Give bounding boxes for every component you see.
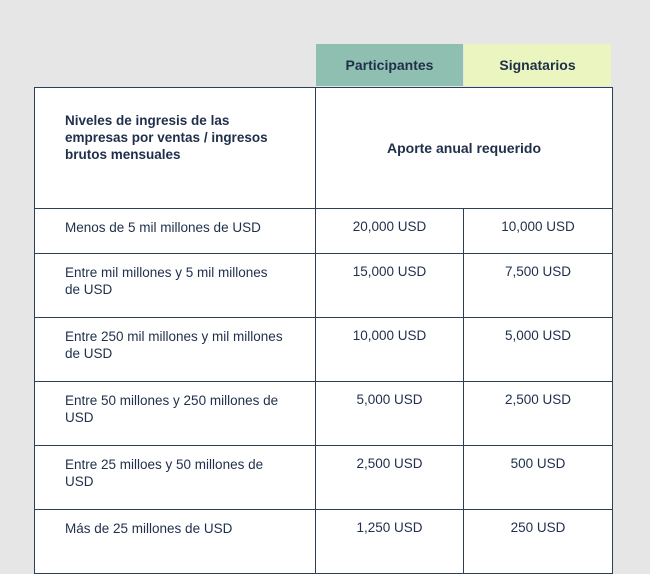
table-row	[35, 209, 613, 254]
tier-cell: Entre 50 millones y 250 millones de USD	[35, 382, 316, 446]
signatories-fee-cell: 7,500 USD	[464, 254, 613, 318]
participants-fee-cell: 15,000 USD	[316, 254, 464, 318]
tier-cell: Entre 25 milloes y 50 millones de USD	[35, 446, 316, 510]
participants-fee-cell: 20,000 USD	[316, 209, 464, 254]
signatories-fee-cell: 500 USD	[464, 446, 613, 510]
signatories-header: Signatarios	[464, 44, 611, 86]
table-header-row	[35, 88, 613, 209]
table-row	[35, 254, 613, 318]
signatories-fee-cell: 250 USD	[464, 510, 613, 574]
participants-fee-cell: 10,000 USD	[316, 318, 464, 382]
tier-cell: Menos de 5 mil millones de USD	[35, 209, 316, 254]
contribution-table	[34, 87, 613, 574]
signatories-fee-cell: 2,500 USD	[464, 382, 613, 446]
participants-fee-cell: 5,000 USD	[316, 382, 464, 446]
participants-fee-cell: 2,500 USD	[316, 446, 464, 510]
signatories-fee-cell: 10,000 USD	[464, 209, 613, 254]
tier-cell: Más de 25 millones de USD	[35, 510, 316, 574]
table-row	[35, 446, 613, 510]
table-row	[35, 510, 613, 574]
tier-column-header: Niveles de ingresis de las empresas por ventas / ingresos brutos mensuales	[35, 88, 316, 209]
table-row	[35, 382, 613, 446]
signatories-fee-cell: 5,000 USD	[464, 318, 613, 382]
participants-fee-cell: 1,250 USD	[316, 510, 464, 574]
tier-cell: Entre 250 mil millones y mil millones de USD	[35, 318, 316, 382]
contribution-column-header: Aporte anual requerido	[316, 88, 613, 209]
tier-cell: Entre mil millones y 5 mil millones de USD	[35, 254, 316, 318]
table-row	[35, 318, 613, 382]
participants-header: Participantes	[316, 44, 463, 86]
